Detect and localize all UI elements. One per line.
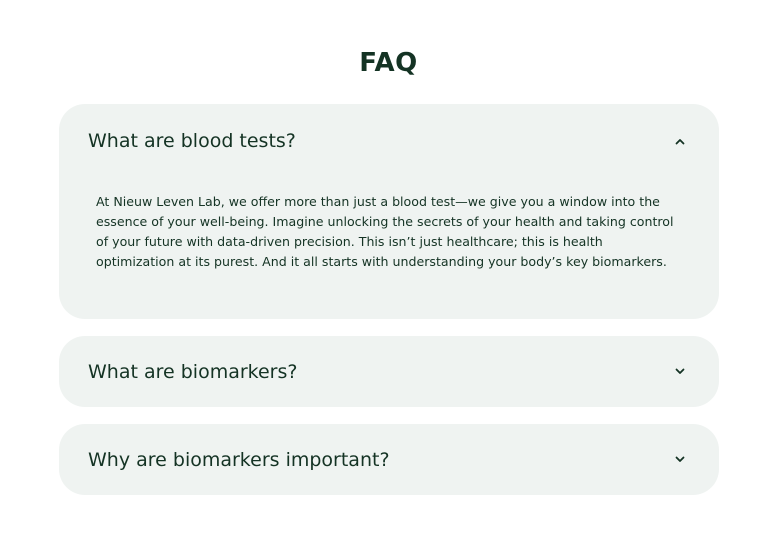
faq-toggle-blood-tests[interactable] [59, 104, 719, 178]
faq-question: What are biomarkers? [88, 360, 298, 383]
chevron-down-icon[interactable] [673, 453, 687, 467]
chevron-down-icon[interactable] [673, 365, 687, 379]
faq-toggle-biomarkers[interactable] [59, 336, 719, 407]
page-title: FAQ [359, 48, 418, 78]
faq-toggle-biomarkers-importance[interactable] [59, 424, 719, 495]
faq-question: What are blood tests? [88, 130, 296, 152]
faq-list [59, 104, 719, 512]
faq-item-biomarkers-importance [59, 424, 719, 495]
faq-item-blood-tests [59, 104, 719, 319]
faq-question: Why are biomarkers important? [88, 448, 390, 471]
chevron-up-icon[interactable] [673, 134, 687, 148]
faq-answer: At Nieuw Leven Lab, we offer more than just a blood test—we give you a window into the essence of your well-being. Imagine unlocking the secrets of your health and taking control of your future with data-driven precision. This isn’t just healthcare; this is health optimization at its purest. And it all starts with understanding your body’s key biomarkers. [96, 194, 674, 269]
faq-item-biomarkers [59, 336, 719, 407]
